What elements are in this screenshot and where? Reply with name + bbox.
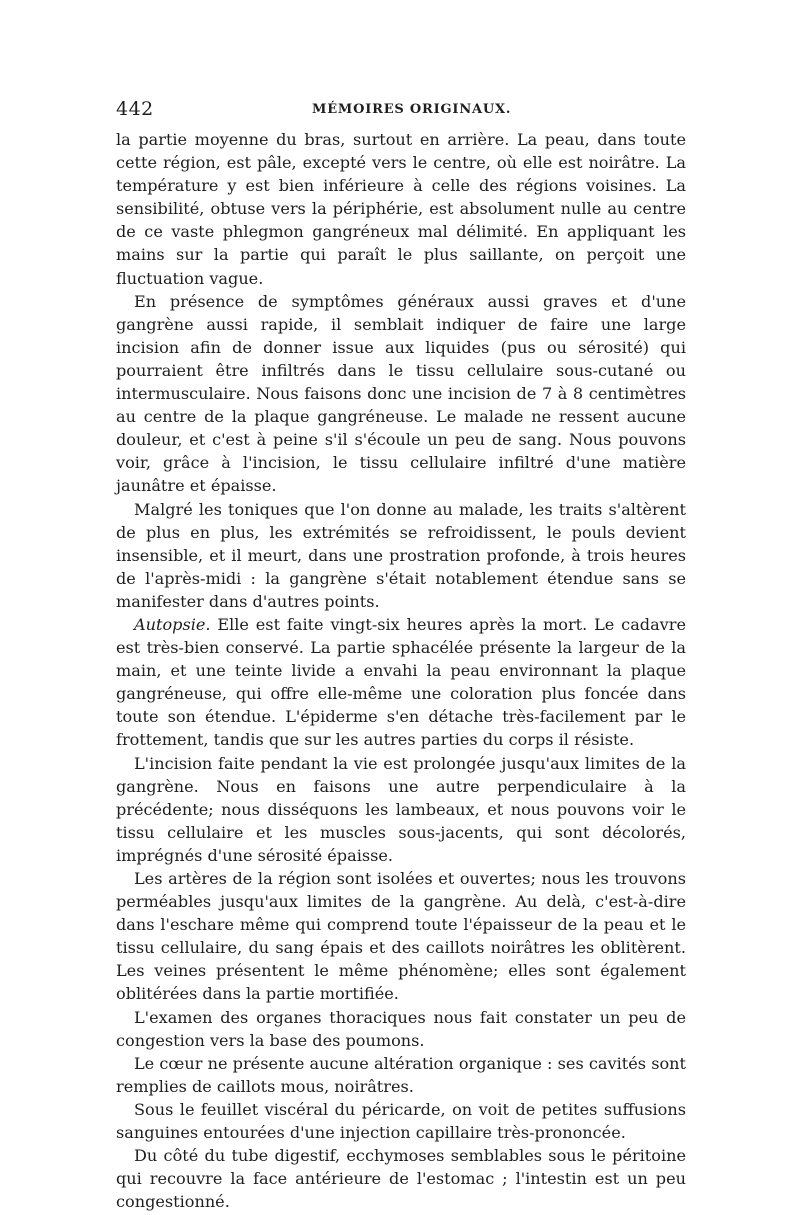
paragraph: la partie moyenne du bras, surtout en arrière. La peau, dans toute cette région, est pâle, excepté vers le centre, où elle est noirâtre. La température y est bien inférieure à celle des régions voisines. La sensibilité, obtuse vers la périphérie, est absolument nulle au centre de ce vaste phlegmon gangréneux mal délimité. En appliquant les mains sur la partie qui paraît le plus saillante, on perçoit une fluctuation vague. (116, 130, 686, 288)
section-lead: Autopsie. (134, 614, 211, 634)
body-text (116, 128, 686, 1213)
paragraph: Du côté du tube digestif, ecchymoses semblables sous le péritoine qui recouvre la face antérieure de l'estomac ; l'intestin est un peu congestionné. (116, 1146, 686, 1212)
paragraph: Les artères de la région sont isolées et ouvertes; nous les trouvons perméables jusqu'aux limites de la gangrène. Au delà, c'est-à-dire dans l'eschare même qui comprend toute l'épaisseur de la peau et le tissu cellulaire, du sang épais et des caillots noirâtres les oblitèrent. Les veines présentent le même phénomène; elles sont également oblitérées dans la partie mortifiée. (116, 869, 686, 1004)
document-page (116, 98, 686, 1213)
paragraph: Le cœur ne présente aucune altération organique : ses cavités sont remplies de caillots mous, noirâtres. (116, 1053, 686, 1096)
paragraph: En présence de symptômes généraux aussi graves et d'une gangrène aussi rapide, il semblait indiquer de faire une large incision afin de donner issue aux liquides (pus ou sérosité) qui pourraient être infiltrés dans le tissu cellulaire sous-cutané ou intermusculaire. Nous faisons donc une incision de 7 à 8 centimètres au centre de la plaque gangréneuse. Le malade ne ressent aucune douleur, et c'est à peine s'il s'écoule un peu de sang. Nous pouvons voir, grâce à l'incision, le tissu cellulaire infiltré d'une matière jaunâtre et épaisse. (116, 291, 686, 496)
paragraph: L'incision faite pendant la vie est prolongée jusqu'aux limites de la gangrène. Nous en faisons une autre perpendiculaire à la précédente; nous disséquons les lambeaux, et nous pouvons voir le tissu cellulaire et les muscles sous-jacents, qui sont décolorés, imprégnés d'une sérosité épaisse. (116, 753, 686, 865)
page-header (116, 98, 686, 128)
page-number: 442 (116, 98, 154, 120)
running-head: MÉMOIRES ORIGINAUX. (312, 102, 512, 117)
paragraph: Sous le feuillet viscéral du péricarde, on voit de petites suffusions sanguines entourées d'une injection capillaire très-prononcée. (116, 1099, 686, 1143)
paragraph: Autopsie. Elle est faite vingt-six heures après la mort. Le cadavre est très-bien conservé. La partie sphacélée présente la largeur de la main, et une teinte livide a envahi la peau environnant la plaque gangréneuse, qui offre elle-même une coloration plus foncée dans toute son étendue. L'épiderme s'en détache très-facilement par le frottement, tandis que sur les autres parties du corps il résiste. (116, 614, 686, 750)
paragraph: Malgré les toniques que l'on donne au malade, les traits s'altèrent de plus en plus, les extrémités se refroidissent, le pouls devient insensible, et il meurt, dans une prostration profonde, à trois heures de l'après-midi : la gangrène s'était notablement étendue sans se manifester dans d'autres points. (116, 499, 686, 611)
paragraph: L'examen des organes thoraciques nous fait constater un peu de congestion vers la base des poumons. (116, 1007, 686, 1050)
